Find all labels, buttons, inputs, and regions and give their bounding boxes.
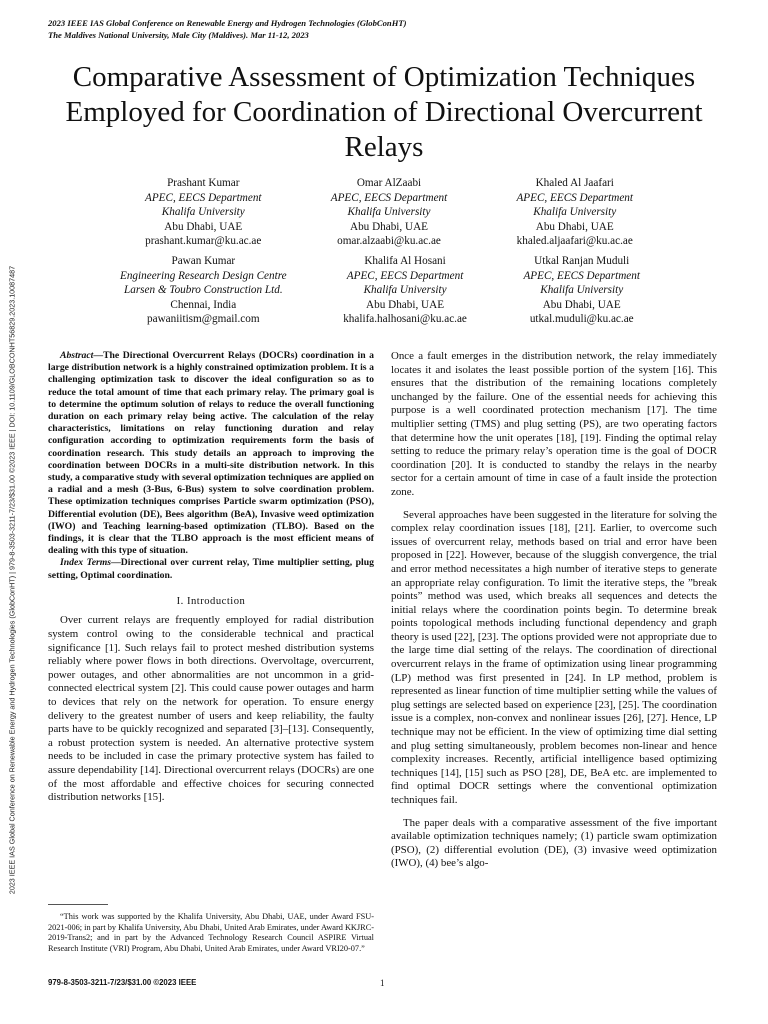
conference-line-2: The Maldives National University, Male City (Maldives). Mar 11-12, 2023 — [48, 30, 309, 40]
abstract-label: Abstract — [60, 350, 94, 361]
abstract-text: —The Directional Overcurrent Relays (DOCRs) coordination in a large distribution network is a highly constrained optimization problem. It is a challenging optimization task to discover the ideal configuration so as to reduce the total amount of time that each primary relay. The primary goal is to determine the optimum solution of relays to reduce the overall functioning duration on each primary relay being active. The calculation of the relay characteristics, limitations on relay functioning duration and relay configuration according to optimization requirements form the basis of coordination research. This study details an approach to improving the coordination between DOCRs in a multi-site distribution network. In this study, a comparative study with several optimization techniques are applied on a radial and a mesh (3-Bus, 6-Bus) system to solve coordination problem. These optimization techniques comprises Particle swarm optimization (PSO), Differential evolution (DE), Bees algorithm (BeA), Invasive weed optimization (IWO) and Teaching learning-based optimization (TLBO). Based on the findings, it is clear that the TLBO approach is the most efficient means of dealing with this type of situation. — [48, 350, 374, 557]
doi-sidebar-text: 2023 IEEE IAS Global Conference on Renewable Energy and Hydrogen Technologies (GlobConHT) | 979-8-3503-3211-7/23/$31.00 ©2023 IEEE | DOI: 10.1109/GLOBCONHT56829.2023.10087487 — [7, 265, 17, 895]
author-name: Pawan Kumar — [171, 255, 236, 267]
author-affiliation: APEC, EECS Department — [346, 269, 464, 282]
abstract — [48, 350, 374, 557]
footnote-rule — [48, 904, 108, 905]
author-institution: Khalifa University — [540, 284, 624, 296]
author-name: Omar AlZaabi — [356, 177, 422, 189]
left-column — [48, 350, 374, 805]
index-terms-label: Index Terms — [60, 557, 112, 569]
author-name: Utkal Ranjan Muduli — [534, 255, 630, 267]
conference-header — [48, 17, 407, 41]
author-block — [145, 176, 262, 249]
author-row-2 — [120, 254, 640, 327]
right-paragraph-2: Several approaches have been suggested in the literature for solving the complex relay coordination issues [18], [21]. Earlier, to overcome such issues of overcurrent relay, methods based on trial and error have been proposed in [22]. However, because of the sluggish convergence, the trial and error method necessitates a high number of iterative steps to generate an appropriate relay configuration. To limit the iterative steps, the ”break points” method was used, which breaks all sequences and detects the initial relays where the coordination points begin. To determine break points topological methods including functional dependency and graph theory is used [22], [23]. The options provided were not appropriate due to the large time dial setting of the relays. The coordination of directional overcurrent relays in the frame of optimization using linear programming (LP) method was first presented in [24]. In LP method, problem is represented as linear function of time multiplier setting while the values of plug settings are selected based on experience [23], [25]. The coordination issue is a complex, non-convex and nonlinear issues [26], [27]. Hence, LP technique may not be efficient. In the view of optimizing time dial setting and plug setting simultaneously, problem becomes non-linear and hence complexity increases. Recently, artificial intelligence based optimizing techniques [14], [15] such as PSO [28], DE, BeA etc. are implemented to find optimal DOCR settings where the conventional optimization techniques fail. — [391, 508, 717, 806]
author-name: Khalifa Al Hosani — [364, 255, 446, 267]
author-institution: Larsen & Toubro Construction Ltd. — [124, 284, 283, 296]
author-email: khaled.aljaafari@ku.ac.ae — [516, 235, 633, 247]
doi-sidebar — [5, 185, 19, 975]
author-city: Chennai, India — [170, 298, 237, 311]
author-affiliation: APEC, EECS Department — [523, 269, 640, 282]
page-number: 1 — [380, 978, 385, 988]
section-heading-introduction: I. Introduction — [176, 595, 246, 607]
funding-footnote: “This work was supported by the Khalifa University, Abu Dhabi, UAE, under Award FSU-2021-006; in part by Khalifa University, Abu Dhabi, United Arab Emirates, under Award KKJRC-2019-Trans2; and in part by the Advanced Technology Research Council ASPIRE Virtual Research Institute (VRI) Program, Abu Dhabi, United Arab Emirates, under Award VRI20-07.” — [48, 912, 374, 953]
author-email: pawaniitism@gmail.com — [147, 313, 260, 325]
author-block — [120, 254, 287, 327]
author-city: Abu Dhabi, UAE — [350, 220, 428, 233]
author-institution: Khalifa University — [363, 284, 447, 296]
author-email: khalifa.halhosani@ku.ac.ae — [343, 313, 467, 325]
author-institution: Khalifa University — [161, 206, 245, 218]
intro-paragraph: Over current relays are frequently employed for radial distribution system control owing to the considerable technical and practical significance [1]. Such relays fail to protect meshed distribution systems reliably where power flows in both directions. Overvoltage, overcurrent, power outages, and other abnormalities are not uncommon in a grid-connected electrical system [2]. This could cause power outages and harm to devices that rely on the network for operation. To ensure energy delivery to the greatest number of users and keep reliability, the faulty parts have to be quickly recognized and separated [3]–[13]. Consequently, a robust protection system is needed. An alternative protective system needs to be included in case the primary protective system has failed to assure dependability [14]. Directional overcurrent relays (DOCRs) are one of the most affordable and effective choices for securing connected distribution networks [15]. — [48, 614, 374, 804]
author-city: Abu Dhabi, UAE — [535, 220, 614, 233]
author-block — [343, 254, 467, 327]
author-institution: Khalifa University — [533, 206, 617, 218]
index-terms-text: —Directional over current relay, Time multiplier setting, plug setting, Optimal coordination. — [48, 557, 374, 581]
author-city: Abu Dhabi, UAE — [542, 298, 621, 311]
right-paragraph-3: The paper deals with a comparative assessment of the five important available optimization techniques namely; (1) particle swam optimization (PSO), (2) differential evolution (DE), (3) invasive weed optimization (IWO), (4) bee’s algo- — [391, 816, 717, 870]
right-paragraph-1: Once a fault emerges in the distribution network, the relay immediately locates it and isolates the least possible portion of the system [16]. This ensures that the distribution of the remaining locations completely unchanged by the failure. One of the essential needs for achieving this purpose is a well coordinated protection mechanism [17]. The time multiplier setting (TMS) and plug setting (PS), are two operating factors that determine how the unit operates [18], [19]. Finding the optimal relay setting to reduce the primary relay’s operation time is the goal of DOCR coordination [20]. It is conducted to standby the relays in the nearby sector for a certain amount of time in case of a fault inside the protection zone. — [391, 350, 717, 498]
paper-title: Comparative Assessment of Optimization Techniques Employed for Coordination of Directional Overcurrent Relays — [65, 61, 703, 163]
author-block — [523, 254, 640, 327]
author-email: prashant.kumar@ku.ac.ae — [145, 235, 262, 247]
copyright-footer: 979-8-3503-3211-7/23/$31.00 ©2023 IEEE — [48, 978, 197, 987]
author-email: omar.alzaabi@ku.ac.ae — [337, 235, 441, 247]
conference-line-1: 2023 IEEE IAS Global Conference on Renewable Energy and Hydrogen Technologies (GlobConHT) — [48, 18, 407, 28]
author-name: Prashant Kumar — [167, 177, 240, 189]
author-affiliation: Engineering Research Design Centre — [120, 269, 287, 282]
author-institution: Khalifa University — [347, 206, 431, 218]
right-column — [391, 350, 717, 871]
author-affiliation: APEC, EECS Department — [330, 191, 448, 204]
index-terms — [48, 557, 374, 581]
author-email: utkal.muduli@ku.ac.ae — [529, 313, 634, 325]
author-name: Khaled Al Jaafari — [535, 177, 614, 189]
author-affiliation: APEC, EECS Department — [516, 191, 633, 204]
author-city: Abu Dhabi, UAE — [366, 298, 445, 311]
author-city: Abu Dhabi, UAE — [164, 220, 243, 233]
author-affiliation: APEC, EECS Department — [145, 191, 262, 204]
author-row-1 — [145, 176, 633, 249]
author-block — [516, 176, 633, 249]
author-block — [331, 176, 448, 249]
